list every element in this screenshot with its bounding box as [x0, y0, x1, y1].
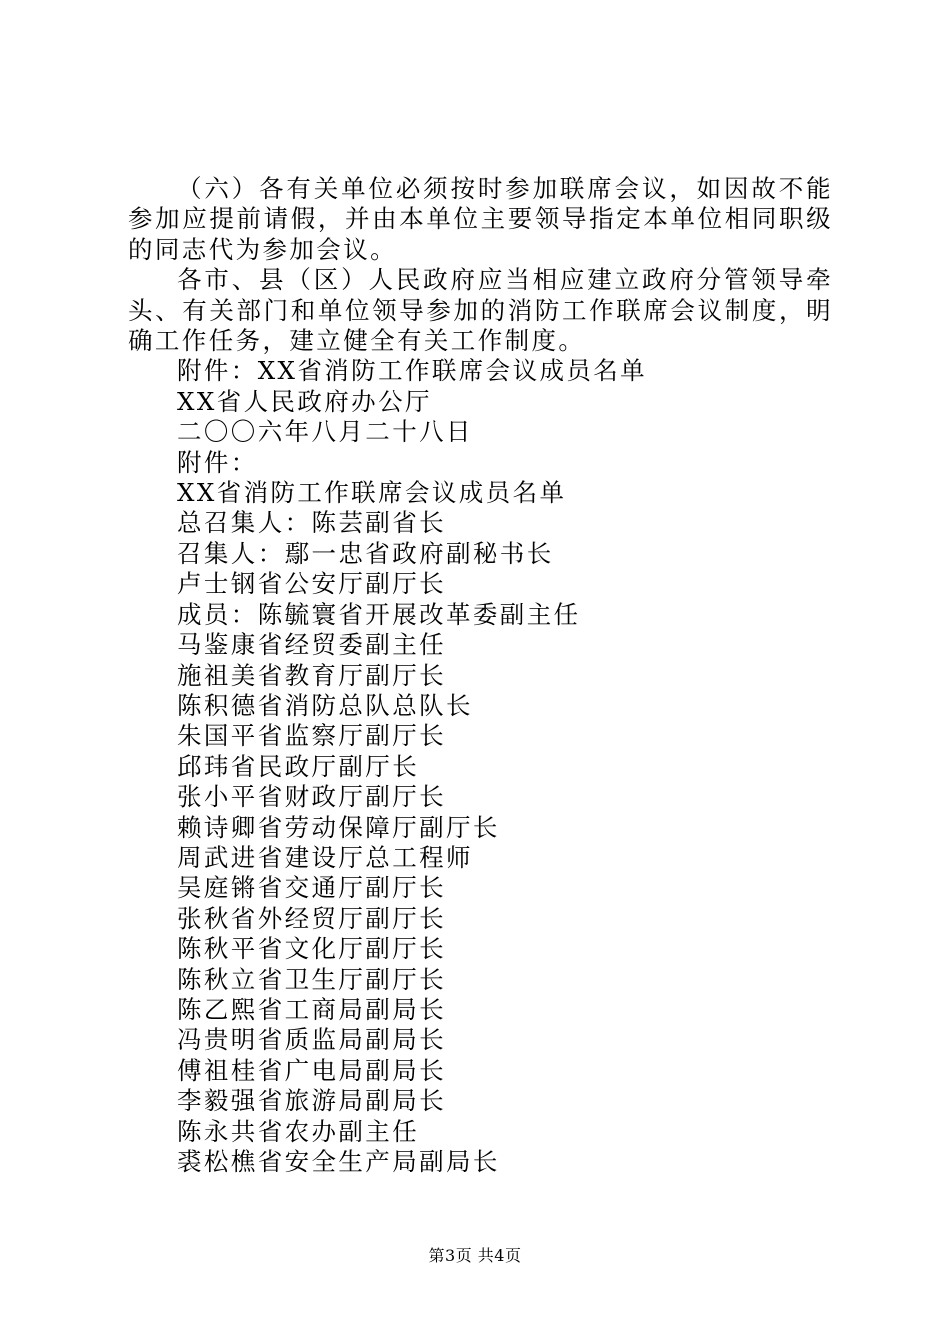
text-line: 陈秋平省文化厅副厅长: [177, 934, 446, 964]
text-line: 卢士钢省公安厅副厅长: [177, 569, 446, 599]
text-line: 二〇〇六年八月二十八日: [177, 417, 473, 447]
text-line: 陈乙熙省工商局副局长: [177, 994, 446, 1024]
text-line: 成员：陈毓寰省开展改革委副主任: [177, 599, 581, 629]
text-line: 附件：XX省消防工作联席会议成员名单: [177, 356, 648, 386]
text-line: 吴庭锵省交通厅副厅长: [177, 873, 446, 903]
text-line: 邱玮省民政厅副厅长: [177, 751, 420, 781]
text-line: XX省消防工作联席会议成员名单: [177, 478, 567, 508]
text-line: XX省人民政府办公厅: [177, 386, 432, 416]
text-line: 张小平省财政厅副厅长: [177, 782, 446, 812]
text-line: 周武进省建设厅总工程师: [177, 842, 473, 872]
text-line: 召集人：鄢一忠省政府副秘书长: [177, 538, 554, 568]
text-line: 傅祖桂省广电局副局长: [177, 1055, 446, 1085]
document-body: [128, 174, 833, 1177]
text-line: 施祖美省教育厅副厅长: [177, 660, 446, 690]
page-footer: [0, 1243, 950, 1266]
text-line: 陈积德省消防总队总队长: [177, 690, 473, 720]
text-line: 陈永共省农办副主任: [177, 1116, 420, 1146]
text-line: 李毅强省旅游局副局长: [177, 1086, 446, 1116]
text-line: 赖诗卿省劳动保障厅副厅长: [177, 812, 500, 842]
page-number: 第3页: [428, 1246, 473, 1265]
text-line: 冯贵明省质监局副局长: [177, 1025, 446, 1055]
text-line: 张秋省外经贸厅副厅长: [177, 903, 446, 933]
text-line: 总召集人：陈芸副省长: [177, 508, 446, 538]
text-line: 附件：: [177, 447, 258, 477]
text-line: 裘松樵省安全生产局副局长: [177, 1147, 500, 1176]
text-line: 朱国平省监察厅副厅长: [177, 721, 446, 751]
paragraph-attendance: （六）各有关单位必须按时参加联席会议，如因故不能参加应提前请假，并由本单位主要领导指定本单位相同职级的同志代为参加会议。: [128, 174, 833, 264]
text-line: 陈秋立省卫生厅副厅长: [177, 964, 446, 994]
text-line: 马鉴康省经贸委副主任: [177, 630, 446, 660]
paragraph-local-government: 各市、县（区）人民政府应当相应建立政府分管领导牵头、有关部门和单位领导参加的消防工作联席会议制度，明确工作任务，建立健全有关工作制度。: [128, 265, 833, 356]
page-total: 共4页: [477, 1246, 522, 1265]
